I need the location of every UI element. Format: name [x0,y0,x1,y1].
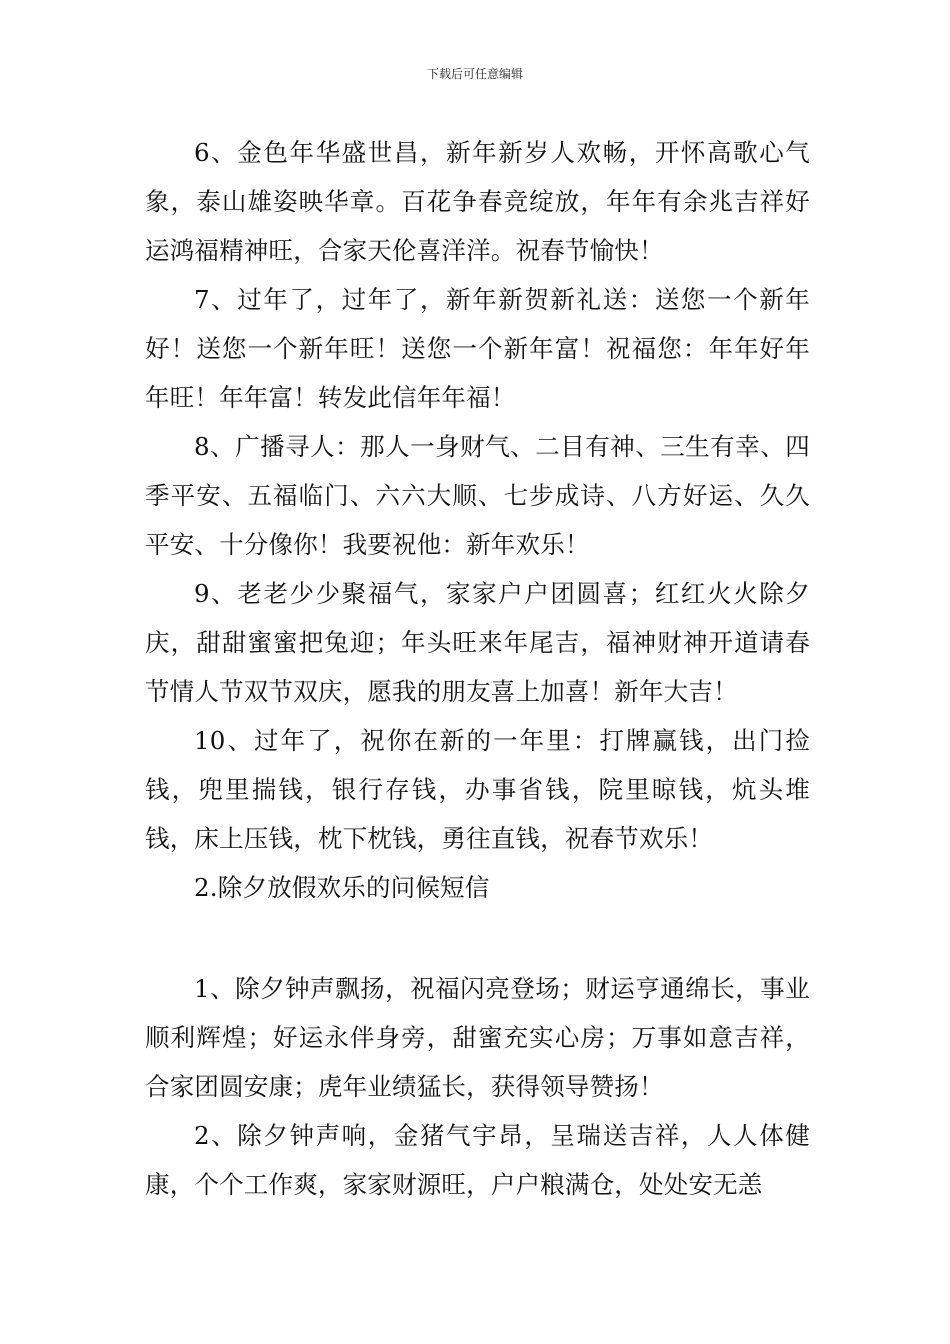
paragraph-10: 10、过年了，祝你在新的一年里：打牌赢钱，出门捡钱，兜里揣钱，银行存钱，办事省钱，院里晾钱，炕头堆钱，床上压钱，枕下枕钱，勇往直钱，祝春节欢乐！ [145,726,810,853]
paragraph-7: 7、过年了，过年了，新年新贺新礼送：送您一个新年好！送您一个新年旺！送您一个新年富！祝福您：年年好年年旺！年年富！转发此信年年福！ [145,285,810,412]
paragraph-6: 6、金色年华盛世昌，新年新岁人欢畅，开怀高歌心气象，泰山雄姿映华章。百花争春竞绽放，年年有余兆吉祥好运鸿福精神旺，合家天伦喜洋洋。祝春节愉快！ [145,138,810,265]
paragraph-9: 9、老老少少聚福气，家家户户团圆喜；红红火火除夕庆，甜甜蜜蜜把兔迎；年头旺来年尾吉，福神财神开道请春节情人节双节双庆，愿我的朋友喜上加喜！新年大吉！ [145,579,810,706]
section-paragraph-2: 2、除夕钟声响，金猪气宇昂，呈瑞送吉祥，人人体健康，个个工作爽，家家财源旺，户户粮满仓，处处安无恙 [145,1121,810,1199]
section-spacer [145,912,810,964]
paragraph-8: 8、广播寻人：那人一身财气、二目有神、三生有幸、四季平安、五福临门、六六大顺、七步成诗、八方好运、久久平安、十分像你！我要祝他：新年欢乐！ [145,432,810,559]
section-paragraph-1: 1、除夕钟声飘扬，祝福闪亮登场；财运亨通绵长，事业顺利辉煌；好运永伴身旁，甜蜜充实心房；万事如意吉祥，合家团圆安康；虎年业绩猛长，获得领导赞扬！ [145,974,810,1101]
document-body [145,128,810,1209]
page-header-note: 下载后可任意编辑 [426,67,523,81]
section-heading: 2.除夕放假欢乐的问候短信 [194,873,490,902]
